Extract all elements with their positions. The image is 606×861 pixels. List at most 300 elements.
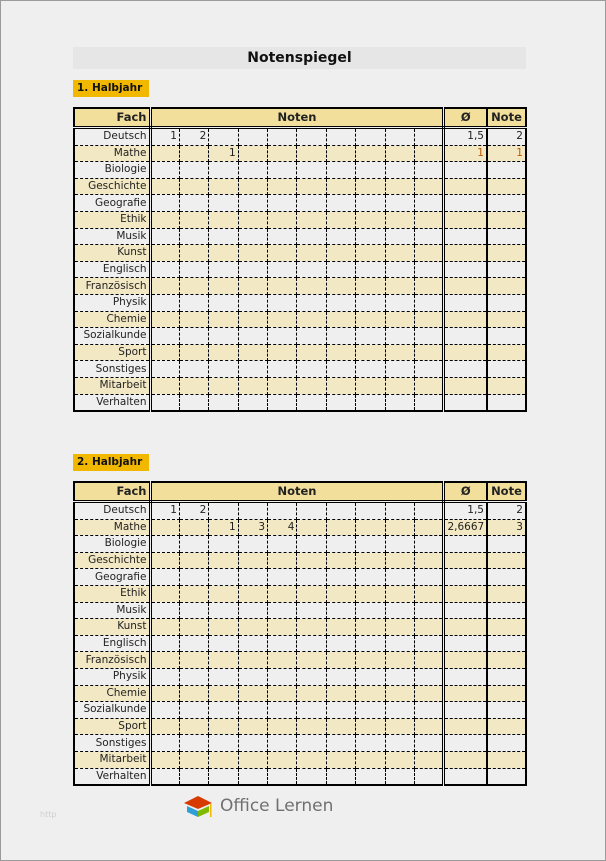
grade-cell[interactable] (385, 602, 414, 619)
grade-cell[interactable] (150, 619, 179, 636)
grade-cell[interactable] (385, 652, 414, 669)
grade-cell[interactable] (209, 261, 238, 278)
grade-cell[interactable] (356, 211, 385, 228)
grade-cell[interactable] (385, 377, 414, 394)
grade-cell[interactable] (297, 278, 326, 295)
grade-cell[interactable] (150, 394, 179, 411)
grade-cell[interactable] (209, 294, 238, 311)
grade-cell[interactable] (209, 377, 238, 394)
grade-cell[interactable] (385, 178, 414, 195)
grade-cell[interactable] (326, 735, 355, 752)
grade-cell[interactable] (415, 585, 444, 602)
grade-cell[interactable] (385, 145, 414, 162)
grade-cell[interactable] (150, 278, 179, 295)
grade-cell[interactable]: 1 (209, 519, 238, 536)
grade-cell[interactable] (326, 377, 355, 394)
grade-cell[interactable] (415, 768, 444, 785)
grade-cell[interactable] (179, 261, 208, 278)
grade-cell[interactable] (179, 519, 208, 536)
grade-cell[interactable] (415, 652, 444, 669)
grade-cell[interactable] (209, 162, 238, 179)
grade-cell[interactable] (268, 635, 297, 652)
grade-cell[interactable] (268, 178, 297, 195)
grade-cell[interactable] (297, 619, 326, 636)
grade-cell[interactable] (238, 552, 267, 569)
grade-cell[interactable] (297, 569, 326, 586)
grade-cell[interactable] (356, 768, 385, 785)
grade-cell[interactable] (326, 585, 355, 602)
grade-cell[interactable] (209, 228, 238, 245)
grade-cell[interactable] (268, 294, 297, 311)
grade-cell[interactable] (385, 585, 414, 602)
grade-cell[interactable] (385, 294, 414, 311)
grade-cell[interactable] (209, 178, 238, 195)
grade-cell[interactable] (326, 502, 355, 520)
grade-cell[interactable] (209, 569, 238, 586)
grade-cell[interactable] (297, 585, 326, 602)
grade-cell[interactable] (326, 228, 355, 245)
grade-cell[interactable] (150, 145, 179, 162)
grade-cell[interactable] (415, 668, 444, 685)
grade-cell[interactable] (179, 294, 208, 311)
grade-cell[interactable] (179, 328, 208, 345)
grade-cell[interactable] (238, 377, 267, 394)
grade-cell[interactable] (415, 536, 444, 553)
grade-cell[interactable] (150, 685, 179, 702)
grade-cell[interactable] (209, 751, 238, 768)
grade-cell[interactable] (385, 128, 414, 146)
grade-cell[interactable] (268, 668, 297, 685)
grade-cell[interactable] (415, 751, 444, 768)
grade-cell[interactable] (385, 328, 414, 345)
grade-cell[interactable] (150, 735, 179, 752)
grade-cell[interactable] (415, 552, 444, 569)
grade-cell[interactable] (209, 361, 238, 378)
grade-cell[interactable] (150, 344, 179, 361)
grade-cell[interactable] (297, 735, 326, 752)
grade-cell[interactable]: 4 (268, 519, 297, 536)
grade-cell[interactable] (356, 585, 385, 602)
grade-cell[interactable] (415, 261, 444, 278)
grade-cell[interactable] (268, 751, 297, 768)
grade-cell[interactable] (356, 602, 385, 619)
grade-cell[interactable]: 1 (150, 128, 179, 146)
grade-cell[interactable] (326, 652, 355, 669)
grade-cell[interactable] (238, 278, 267, 295)
grade-cell[interactable] (150, 178, 179, 195)
grade-cell[interactable] (150, 361, 179, 378)
grade-cell[interactable]: 2 (179, 128, 208, 146)
grade-cell[interactable] (209, 602, 238, 619)
grade-cell[interactable] (415, 128, 444, 146)
grade-cell[interactable] (238, 145, 267, 162)
grade-cell[interactable] (415, 377, 444, 394)
grade-cell[interactable] (356, 635, 385, 652)
grade-cell[interactable] (297, 718, 326, 735)
grade-cell[interactable] (297, 768, 326, 785)
grade-cell[interactable] (268, 585, 297, 602)
grade-cell[interactable] (179, 361, 208, 378)
grade-cell[interactable] (150, 377, 179, 394)
grade-cell[interactable] (209, 278, 238, 295)
grade-cell[interactable] (297, 536, 326, 553)
grade-cell[interactable] (326, 195, 355, 212)
grade-cell[interactable] (297, 261, 326, 278)
grade-cell[interactable] (179, 162, 208, 179)
grade-cell[interactable] (209, 128, 238, 146)
grade-cell[interactable] (179, 195, 208, 212)
grade-cell[interactable] (356, 361, 385, 378)
grade-cell[interactable] (385, 261, 414, 278)
grade-cell[interactable] (209, 328, 238, 345)
grade-cell[interactable] (385, 536, 414, 553)
grade-cell[interactable] (385, 718, 414, 735)
grade-cell[interactable] (209, 685, 238, 702)
grade-cell[interactable] (385, 502, 414, 520)
grade-cell[interactable] (297, 377, 326, 394)
grade-cell[interactable] (238, 619, 267, 636)
grade-cell[interactable] (268, 652, 297, 669)
grade-cell[interactable] (356, 569, 385, 586)
grade-cell[interactable] (238, 768, 267, 785)
grade-cell[interactable] (356, 245, 385, 262)
grade-cell[interactable] (238, 751, 267, 768)
grade-cell[interactable] (297, 685, 326, 702)
grade-cell[interactable] (268, 536, 297, 553)
grade-cell[interactable] (415, 228, 444, 245)
grade-cell[interactable] (268, 394, 297, 411)
grade-cell[interactable] (385, 211, 414, 228)
grade-cell[interactable] (209, 635, 238, 652)
grade-cell[interactable] (268, 602, 297, 619)
grade-cell[interactable] (179, 718, 208, 735)
grade-cell[interactable] (297, 361, 326, 378)
grade-cell[interactable]: 1 (209, 145, 238, 162)
grade-cell[interactable] (326, 178, 355, 195)
grade-cell[interactable] (268, 502, 297, 520)
grade-cell[interactable] (356, 652, 385, 669)
grade-cell[interactable] (268, 377, 297, 394)
grade-cell[interactable] (209, 195, 238, 212)
grade-cell[interactable] (297, 228, 326, 245)
grade-cell[interactable] (326, 768, 355, 785)
grade-cell[interactable] (179, 702, 208, 719)
grade-cell[interactable] (150, 635, 179, 652)
grade-cell[interactable] (297, 668, 326, 685)
grade-cell[interactable] (356, 735, 385, 752)
grade-cell[interactable] (268, 552, 297, 569)
grade-cell[interactable] (385, 552, 414, 569)
grade-cell[interactable] (150, 261, 179, 278)
grade-cell[interactable] (268, 569, 297, 586)
grade-cell[interactable] (150, 652, 179, 669)
grade-cell[interactable] (356, 502, 385, 520)
grade-cell[interactable] (268, 328, 297, 345)
grade-cell[interactable] (356, 344, 385, 361)
grade-cell[interactable] (297, 751, 326, 768)
grade-cell[interactable] (326, 569, 355, 586)
grade-cell[interactable] (415, 685, 444, 702)
grade-cell[interactable] (385, 195, 414, 212)
grade-cell[interactable] (385, 245, 414, 262)
grade-cell[interactable] (179, 178, 208, 195)
grade-cell[interactable] (356, 751, 385, 768)
grade-cell[interactable] (179, 751, 208, 768)
grade-cell[interactable] (268, 195, 297, 212)
grade-cell[interactable] (179, 619, 208, 636)
grade-cell[interactable] (385, 702, 414, 719)
grade-cell[interactable] (415, 311, 444, 328)
grade-cell[interactable] (238, 228, 267, 245)
grade-cell[interactable] (268, 768, 297, 785)
grade-cell[interactable] (209, 245, 238, 262)
grade-cell[interactable] (415, 519, 444, 536)
grade-cell[interactable] (297, 178, 326, 195)
grade-cell[interactable] (297, 702, 326, 719)
grade-cell[interactable] (356, 294, 385, 311)
grade-cell[interactable] (297, 195, 326, 212)
grade-cell[interactable] (326, 344, 355, 361)
grade-cell[interactable] (356, 702, 385, 719)
grade-cell[interactable] (209, 718, 238, 735)
grade-cell[interactable] (238, 162, 267, 179)
grade-cell[interactable] (238, 635, 267, 652)
grade-cell[interactable] (179, 394, 208, 411)
grade-cell[interactable] (150, 569, 179, 586)
grade-cell[interactable] (415, 635, 444, 652)
grade-cell[interactable] (326, 685, 355, 702)
grade-cell[interactable] (268, 162, 297, 179)
grade-cell[interactable] (238, 702, 267, 719)
grade-cell[interactable] (238, 394, 267, 411)
grade-cell[interactable] (268, 261, 297, 278)
grade-cell[interactable] (179, 602, 208, 619)
grade-cell[interactable] (385, 394, 414, 411)
grade-cell[interactable] (356, 278, 385, 295)
grade-cell[interactable] (385, 361, 414, 378)
grade-cell[interactable] (297, 602, 326, 619)
grade-cell[interactable] (150, 668, 179, 685)
grade-cell[interactable] (209, 668, 238, 685)
grade-cell[interactable] (150, 585, 179, 602)
grade-cell[interactable] (238, 602, 267, 619)
grade-cell[interactable] (238, 585, 267, 602)
grade-cell[interactable] (326, 128, 355, 146)
grade-cell[interactable] (268, 245, 297, 262)
grade-cell[interactable] (356, 328, 385, 345)
grade-cell[interactable] (385, 162, 414, 179)
grade-cell[interactable] (150, 294, 179, 311)
grade-cell[interactable] (238, 668, 267, 685)
grade-cell[interactable] (179, 344, 208, 361)
grade-cell[interactable] (150, 768, 179, 785)
grade-cell[interactable] (326, 162, 355, 179)
grade-cell[interactable] (415, 602, 444, 619)
grade-cell[interactable] (356, 552, 385, 569)
grade-cell[interactable] (356, 145, 385, 162)
grade-cell[interactable] (326, 536, 355, 553)
grade-cell[interactable] (356, 519, 385, 536)
grade-cell[interactable] (385, 735, 414, 752)
grade-cell[interactable] (238, 361, 267, 378)
grade-cell[interactable] (238, 502, 267, 520)
grade-cell[interactable] (268, 735, 297, 752)
grade-cell[interactable] (415, 569, 444, 586)
grade-cell[interactable]: 3 (238, 519, 267, 536)
grade-cell[interactable] (356, 668, 385, 685)
grade-cell[interactable] (268, 311, 297, 328)
grade-cell[interactable] (150, 162, 179, 179)
grade-cell[interactable] (150, 552, 179, 569)
grade-cell[interactable] (179, 211, 208, 228)
grade-cell[interactable] (179, 735, 208, 752)
grade-cell[interactable] (209, 311, 238, 328)
grade-cell[interactable] (297, 635, 326, 652)
grade-cell[interactable] (326, 619, 355, 636)
grade-cell[interactable] (326, 635, 355, 652)
grade-cell[interactable] (356, 162, 385, 179)
grade-cell[interactable] (150, 195, 179, 212)
grade-cell[interactable] (209, 735, 238, 752)
grade-cell[interactable] (238, 261, 267, 278)
grade-cell[interactable] (356, 619, 385, 636)
grade-cell[interactable] (297, 344, 326, 361)
grade-cell[interactable] (415, 278, 444, 295)
grade-cell[interactable] (238, 536, 267, 553)
grade-cell[interactable] (238, 311, 267, 328)
grade-cell[interactable] (326, 361, 355, 378)
grade-cell[interactable] (297, 145, 326, 162)
grade-cell[interactable] (415, 735, 444, 752)
grade-cell[interactable] (297, 502, 326, 520)
grade-cell[interactable]: 1 (150, 502, 179, 520)
grade-cell[interactable] (209, 702, 238, 719)
grade-cell[interactable] (356, 261, 385, 278)
grade-cell[interactable] (268, 718, 297, 735)
grade-cell[interactable] (385, 635, 414, 652)
grade-cell[interactable] (268, 702, 297, 719)
grade-cell[interactable] (415, 178, 444, 195)
grade-cell[interactable] (179, 278, 208, 295)
grade-cell[interactable] (150, 751, 179, 768)
grade-cell[interactable] (326, 394, 355, 411)
grade-cell[interactable] (356, 718, 385, 735)
grade-cell[interactable] (238, 652, 267, 669)
grade-cell[interactable] (209, 652, 238, 669)
grade-cell[interactable] (179, 685, 208, 702)
grade-cell[interactable]: 2 (179, 502, 208, 520)
grade-cell[interactable] (297, 162, 326, 179)
grade-cell[interactable] (415, 328, 444, 345)
grade-cell[interactable] (209, 211, 238, 228)
grade-cell[interactable] (150, 328, 179, 345)
grade-cell[interactable] (179, 552, 208, 569)
grade-cell[interactable] (268, 344, 297, 361)
grade-cell[interactable] (326, 668, 355, 685)
grade-cell[interactable] (150, 602, 179, 619)
grade-cell[interactable] (238, 718, 267, 735)
grade-cell[interactable] (238, 211, 267, 228)
grade-cell[interactable] (385, 619, 414, 636)
grade-cell[interactable] (297, 211, 326, 228)
grade-cell[interactable] (297, 294, 326, 311)
grade-cell[interactable] (238, 195, 267, 212)
grade-cell[interactable] (179, 245, 208, 262)
grade-cell[interactable] (385, 228, 414, 245)
grade-cell[interactable] (326, 245, 355, 262)
grade-cell[interactable] (356, 536, 385, 553)
grade-cell[interactable] (179, 536, 208, 553)
grade-cell[interactable] (238, 328, 267, 345)
grade-cell[interactable] (268, 211, 297, 228)
grade-cell[interactable] (179, 377, 208, 394)
grade-cell[interactable] (415, 245, 444, 262)
grade-cell[interactable] (179, 145, 208, 162)
grade-cell[interactable] (238, 178, 267, 195)
grade-cell[interactable] (415, 294, 444, 311)
grade-cell[interactable] (326, 294, 355, 311)
grade-cell[interactable] (415, 361, 444, 378)
grade-cell[interactable] (385, 278, 414, 295)
grade-cell[interactable] (150, 702, 179, 719)
grade-cell[interactable] (238, 735, 267, 752)
grade-cell[interactable] (297, 245, 326, 262)
grade-cell[interactable] (179, 668, 208, 685)
grade-cell[interactable] (297, 652, 326, 669)
grade-cell[interactable] (326, 328, 355, 345)
grade-cell[interactable] (297, 552, 326, 569)
grade-cell[interactable] (415, 195, 444, 212)
grade-cell[interactable] (297, 519, 326, 536)
grade-cell[interactable] (415, 394, 444, 411)
grade-cell[interactable] (356, 228, 385, 245)
grade-cell[interactable] (326, 261, 355, 278)
grade-cell[interactable] (415, 145, 444, 162)
grade-cell[interactable] (238, 128, 267, 146)
grade-cell[interactable] (356, 685, 385, 702)
grade-cell[interactable] (415, 344, 444, 361)
grade-cell[interactable] (179, 311, 208, 328)
grade-cell[interactable] (150, 519, 179, 536)
grade-cell[interactable] (268, 278, 297, 295)
grade-cell[interactable] (268, 361, 297, 378)
grade-cell[interactable] (179, 585, 208, 602)
grade-cell[interactable] (297, 394, 326, 411)
grade-cell[interactable] (326, 519, 355, 536)
grade-cell[interactable] (385, 311, 414, 328)
grade-cell[interactable] (385, 751, 414, 768)
grade-cell[interactable] (209, 768, 238, 785)
grade-cell[interactable] (268, 228, 297, 245)
grade-cell[interactable] (238, 685, 267, 702)
grade-cell[interactable] (356, 178, 385, 195)
grade-cell[interactable] (415, 162, 444, 179)
grade-cell[interactable] (385, 344, 414, 361)
grade-cell[interactable] (179, 635, 208, 652)
grade-cell[interactable] (179, 569, 208, 586)
grade-cell[interactable] (326, 278, 355, 295)
grade-cell[interactable] (179, 652, 208, 669)
grade-cell[interactable] (326, 145, 355, 162)
grade-cell[interactable] (385, 668, 414, 685)
grade-cell[interactable] (415, 702, 444, 719)
grade-cell[interactable] (297, 311, 326, 328)
grade-cell[interactable] (209, 394, 238, 411)
grade-cell[interactable] (209, 552, 238, 569)
grade-cell[interactable] (150, 536, 179, 553)
grade-cell[interactable] (150, 228, 179, 245)
grade-cell[interactable] (268, 619, 297, 636)
